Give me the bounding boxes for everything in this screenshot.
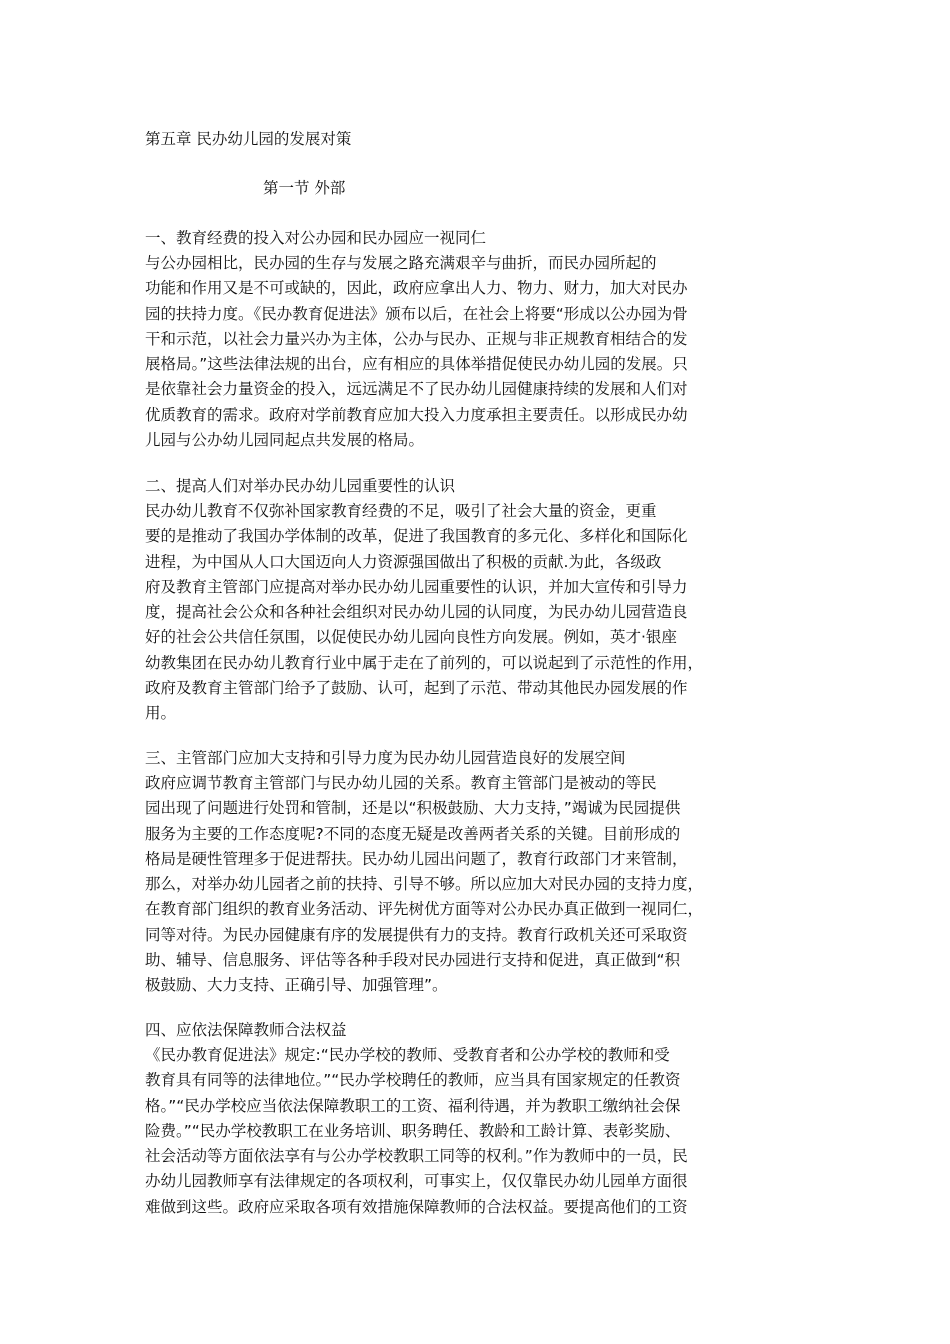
paragraph-line: 民办幼儿教育不仅弥补国家教育经费的不足，吸引了社会大量的资金，更重 [145, 502, 657, 520]
paragraph-line: 展格局。”这些法律法规的出台，应有相应的具体举措促使民办幼儿园的发展。只 [145, 355, 688, 374]
paragraph-line: 助、辅导、信息服务、评估等各种手段对民办园进行支持和促进，真正做到“积 [145, 951, 681, 970]
section-4 [145, 1018, 775, 1220]
paragraph-line: 教育具有同等的法律地位。”“民办学校聘任的教师，应当具有国家规定的任教资 [145, 1071, 681, 1090]
paragraph-line: 园出现了问题进行处罚和管制，还是以“积极鼓励、大力支持，”竭诚为民园提供 [145, 799, 681, 818]
paragraph-line: 政府及教育主管部门给予了鼓励、认可，起到了示范、带动其他民办园发展的作 [145, 679, 688, 698]
paragraph-line: 幼教集团在民办幼儿教育行业中属于走在了前列的，可以说起到了示范性的作用， [145, 653, 704, 672]
paragraph-line: 进程，为中国从人口大国迈向人力资源强国做出了积极的贡献.为此，各级政 [145, 552, 662, 571]
paragraph-line: 同等对待。为民办园健康有序的发展提供有力的支持。教育行政机关还可采取资 [145, 925, 688, 944]
section-1 [145, 226, 775, 453]
paragraph-line: 格。”“民办学校应当依法保障教职工的工资、福利待遇，并为教职工缴纳社会保 [145, 1096, 681, 1115]
paragraph-line: 险费。”“民办学校教职工在业务培训、职务聘任、教龄和工龄计算、表彰奖励、 [145, 1121, 681, 1140]
paragraph-line: 府及教育主管部门应提高对举办民办幼儿园重要性的认识，并加大宣传和引导力 [145, 577, 688, 596]
paragraph-line: 功能和作用又是不可或缺的，因此，政府应拿出人力、物力、财力，加大对民办 [145, 279, 688, 298]
section-heading: 三、主管部门应加大支持和引导力度为民办幼儿园营造良好的发展空间 [145, 749, 626, 767]
chapter-title: 第五章 民办幼儿园的发展对策 [145, 130, 352, 148]
paragraph-line: 要的是推动了我国办学体制的改革，促进了我国教育的多元化、多样化和国际化 [145, 527, 688, 546]
paragraph-line: 社会活动等方面依法享有与公办学校教职工同等的权利。”作为教师中的一员，民 [145, 1147, 688, 1166]
paragraph-line: 干和示范，以社会力量兴办为主体，公办与民办、正规与非正规教育相结合的发 [145, 329, 688, 348]
paragraph-line: 度，提高社会公众和各种社会组织对民办幼儿园的认同度，为民办幼儿园营造良 [145, 603, 688, 622]
paragraph-line: 好的社会公共信任氛围，以促使民办幼儿园向良性方向发展。例如，英才·银座 [145, 628, 677, 647]
section-3 [145, 746, 775, 999]
paragraph-line: 儿园与公办幼儿园同起点共发展的格局。 [145, 431, 425, 450]
paragraph-line: 难做到这些。政府应采取各项有效措施保障教师的合法权益。要提高他们的工资 [145, 1197, 688, 1216]
paragraph-line: 那么，对举办幼儿园者之前的扶持、引导不够。所以应加大对民办园的支持力度， [145, 875, 704, 894]
paragraph-line: 优质教育的需求。政府对学前教育应加大投入力度承担主要责任。以形成民办幼 [145, 405, 688, 424]
section-heading: 四、应依法保障教师合法权益 [145, 1021, 347, 1039]
paragraph-line: 办幼儿园教师享有法律规定的各项权利，可事实上，仅仅靠民办幼儿园单方面很 [145, 1172, 688, 1191]
paragraph-line: 格局是硬性管理多于促进帮扶。民办幼儿园出问题了，教育行政部门才来管制， [145, 849, 688, 868]
paragraph-line: 用。 [145, 704, 177, 723]
section-heading: 二、提高人们对举办民办幼儿园重要性的认识 [145, 477, 456, 495]
section-2 [145, 474, 775, 727]
section-heading: 一、教育经费的投入对公办园和民办园应一视同仁 [145, 229, 487, 247]
paragraph-line: 园的扶持力度。《民办教育促进法》颁布以后，在社会上将要“形成以公办园为骨 [145, 304, 688, 323]
paragraph-line: 《民办教育促进法》规定:“民办学校的教师、受教育者和公办学校的教师和受 [145, 1046, 670, 1064]
paragraph-line: 极鼓励、大力支持、正确引导、加强管理”。 [145, 976, 448, 995]
section-title: 第一节 外部 [263, 179, 346, 197]
paragraph-line: 是依靠社会力量资金的投入，远远满足不了民办幼儿园健康持续的发展和人们对 [145, 380, 688, 399]
paragraph-line: 政府应调节教育主管部门与民办幼儿园的关系。教育主管部门是被动的等民 [145, 774, 657, 792]
paragraph-line: 与公办园相比，民办园的生存与发展之路充满艰辛与曲折，而民办园所起的 [145, 254, 657, 272]
paragraph-line: 在教育部门组织的教育业务活动、评先树优方面等对公办民办真正做到一视同仁， [145, 900, 704, 919]
paragraph-line: 服务为主要的工作态度呢?不同的态度无疑是改善两者关系的关键。目前形成的 [145, 824, 681, 843]
